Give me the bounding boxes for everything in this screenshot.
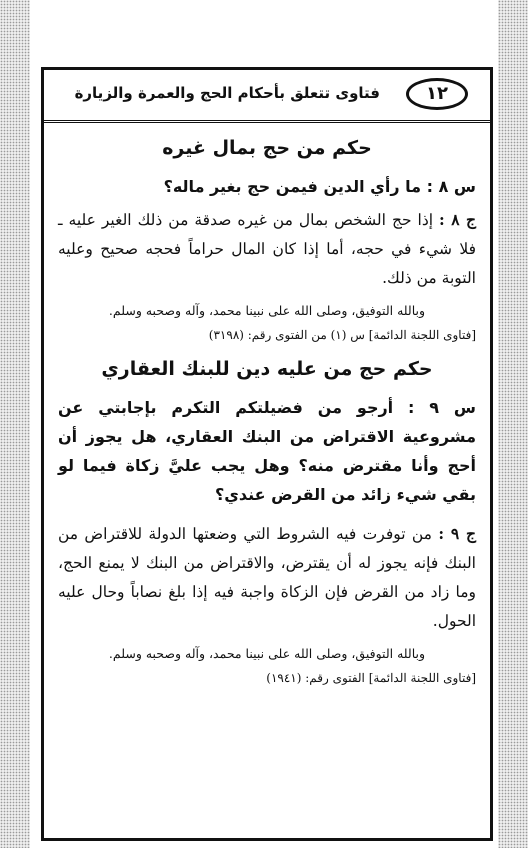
answer-text: من توفرت فيه الشروط التي وضعتها الدولة للاقتراض من البنك فإنه يجوز له أن يقترض، والاقتراض من البنك لا يمنع الحج، وما زاد من القرض فإن الزكاة واجبة فيه إذا بلغ نصاباً وحال عليه الحول. (58, 525, 476, 630)
question-label: س ٨ : (426, 177, 476, 196)
answer-label: ج ٨ : (439, 210, 477, 229)
answer (58, 205, 476, 293)
page-header (44, 70, 490, 123)
question (58, 172, 476, 201)
answer (58, 519, 476, 636)
closing-text: وبالله التوفيق، وصلى الله على نبينا محمد، وآله وصحبه وسلم. (108, 303, 426, 318)
page-number: ١٢ (406, 78, 468, 110)
page-frame (41, 67, 493, 841)
running-title: فتاوى تتعلق بأحكام الحج والعمرة والزيارة (74, 84, 380, 102)
question-label: س ٩ : (408, 398, 476, 417)
closing-text: وبالله التوفيق، وصلى الله على نبينا محمد، وآله وصحبه وسلم. (108, 646, 426, 661)
fatwa-reference: [فتاوى اللجنة الدائمة] الفتوى رقم: (١٩٤١) (266, 671, 476, 685)
question-text: ما رأي الدين فيمن حج بغير ماله؟ (163, 177, 422, 196)
question-text: أرجو من فضيلتكم التكرم بإجابتي عن مشروعية الاقتراض من البنك العقاري، هل يجوز أن أحج وأنا مقترض منه؟ وهل يجب عليَّ زكاة فيما لو بقي شيء زائد من القرض عندي؟ (58, 398, 476, 504)
fatwa-reference: [فتاوى اللجنة الدائمة] س (١) من الفتوى رقم: (٣١٩٨) (208, 328, 476, 342)
book-page (30, 0, 498, 848)
section-title: حكم من حج بمال غيره (162, 137, 372, 159)
section-title: حكم حج من عليه دين للبنك العقاري (101, 358, 433, 380)
question (58, 393, 476, 509)
answer-text: إذا حج الشخص بمال من غيره صدقة من ذلك الغير عليه ـ فلا شيء في حجه، أما إذا كان المال حراماً فحجه صحيح وعليه التوبة من ذلك. (58, 211, 476, 287)
answer-label: ج ٩ : (438, 524, 476, 543)
page-content (58, 136, 476, 700)
